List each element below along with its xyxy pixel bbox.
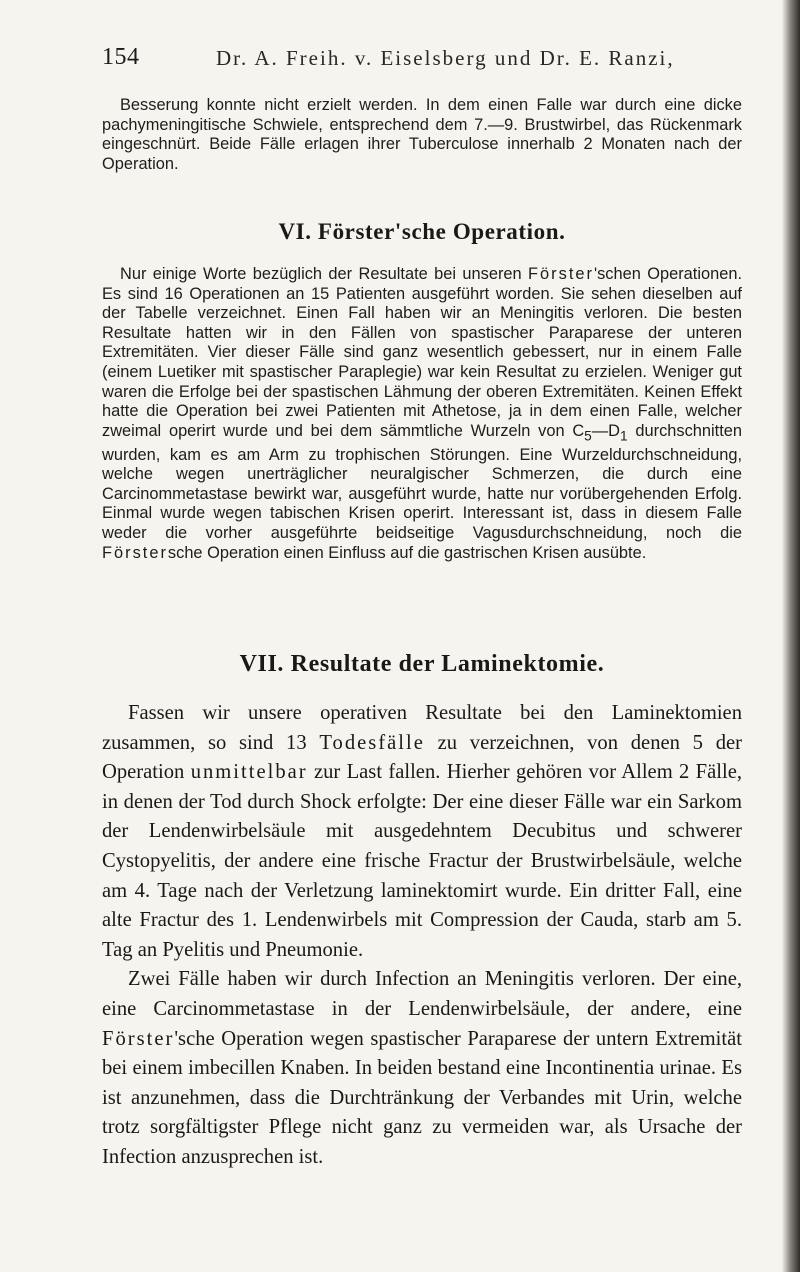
section-vi-paragraph [102,265,742,563]
text-run: Fassen wir unsere operativen Resultate bei den Laminektomien zusammen, so sind 13 [102,702,742,754]
author-name: Förster [528,265,594,283]
text-run: zur Last fallen. Hierher gehören vor Allem 2 Fälle, in denen der Tod durch Shock erfolgte: Der eine dieser Fälle war ein Sarkom der Lendenwirbelsäule mit ausgedehntem Decubitus und schwerer Cystopyelitis, der andere eine frische Fractur der Brustwirbelsäule, welche am 4. Tage nach der Verletzung laminektomirt wurde. Ein dritter Fall, eine alte Fractur des 1. Lendenwirbels mit Compression der Cauda, starb am 5. Tag an Pyelitis und Pneumonie. [102,761,742,961]
running-title: Dr. A. Freih. v. Eiselsberg und Dr. E. Ranzi, [216,46,675,70]
emphasis: unmittelbar [190,761,308,784]
section-vii-heading: VII. Resultate der Laminektomie. [239,651,605,677]
intro-paragraph-block [102,96,742,174]
running-head [102,44,742,78]
text-run: 'schen Operationen. Es sind 16 Operationen an 15 Patienten ausgeführt worden. Sie sehen dieselben auf der Tabelle verzeichnet. Einen Fall haben wir an Meningitis verloren. Die besten Resultate hatten wir in den Fällen von spastischer Paraparese der unteren Extremitäten. Vier dieser Fälle sind ganz wesentlich gebessert, nur in einem Falle (einem Luetiker mit spastischer Paraplegie) war kein Resultat zu erzielen. Weniger gut waren die Erfolge bei der spastischen Lähmung der oberen Extremitäten. Keinen Effekt hatte die Operation bei zwei Patienten mit Athetose, ja in dem einen Falle, welcher zweimal operirt wurde und bei dem sämmtliche Wurzeln von C [102,265,742,440]
text-run: Zwei Fälle haben wir durch Infection an Meningitis verloren. Der eine, eine Carcinommetastase in der Lendenwirbelsäule, der andere, eine [102,968,742,1020]
text-run: sche Operation einen Einfluss auf die gastrischen Krisen ausübte. [167,543,647,562]
subscript: 1 [620,428,628,444]
author-name: Förster [102,543,168,562]
section-vi-body [102,265,742,563]
section-vii-body [102,699,742,1173]
section-vii-paragraph-2 [102,965,742,1172]
text-run: 'sche Operation wegen spastischer Paraparese der untern Extremität bei einem imbecillen Knaben. In beiden bestand eine Incontinentia urinae. Es ist anzunehmen, dass die Durchtränkung der Verbandes mit Urin, welche trotz sorgfältigster Pflege nicht ganz zu vermeiden war, als Ursache der Infection anzusprechen ist. [102,1027,742,1168]
author-name: Förster [102,1027,175,1050]
text-run: durchschnitten wurden, kam es am Arm zu trophischen Störungen. Eine Wurzeldurchschneidung, welche wegen unerträglicher neuralgischer Schmerzen, die durch eine Carcinommetastase bewirkt war, ausgeführt wurde, hatte nur vorübergehenden Erfolg. Einmal wurde wegen tabischen Krisen operirt. Interessant ist, dass in diesem Falle weder die vorher ausgeführte beidseitige Vagusdurchschneidung, noch die [102,421,742,542]
intro-paragraph: Besserung konnte nicht erzielt werden. In dem einen Falle war durch eine dicke pachymeningitische Schwiele, entsprechend dem 7.—9. Brustwirbel, das Rückenmark eingeschnürt. Beide Fälle erlagen ihrer Tuberculose innerhalb 2 Monaten nach der Operation. [102,96,742,173]
text-run: zu verzeichnen, von denen 5 der Operation [102,731,742,784]
page-edge-shadow [782,0,800,1272]
subscript: 5 [584,428,592,444]
section-vi-heading: VI. Förster'sche Operation. [278,219,566,244]
text-run: —D [591,421,621,440]
emphasis: Todesfälle [319,731,425,754]
text-run: Nur einige Worte bezüglich der Resultate bei unseren [120,265,529,283]
page-number: 154 [102,44,140,70]
section-vii-paragraph-1 [102,699,742,965]
